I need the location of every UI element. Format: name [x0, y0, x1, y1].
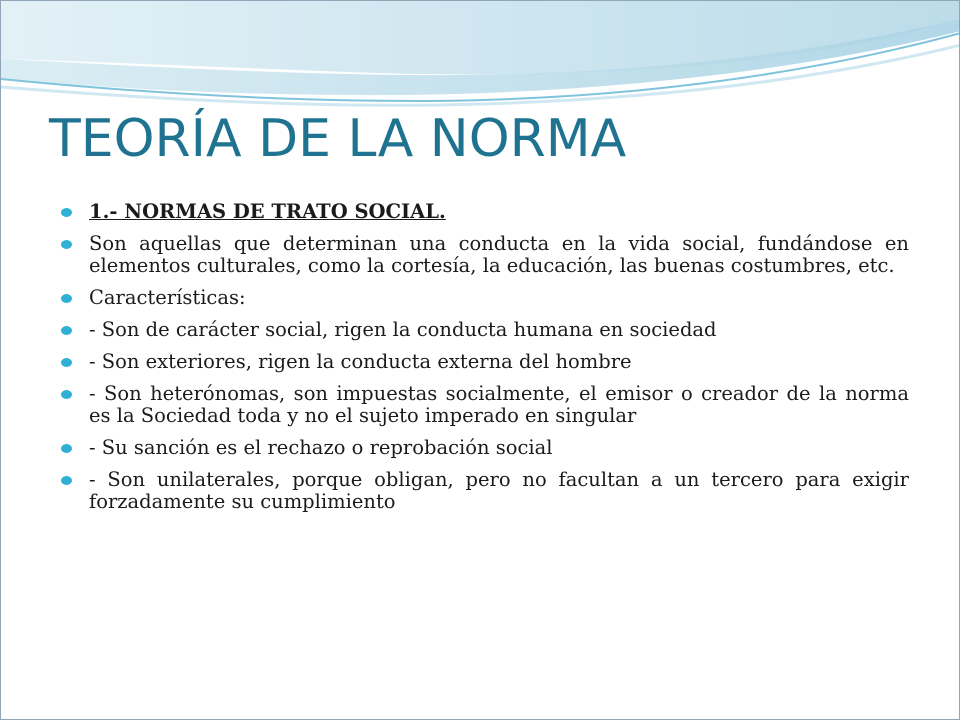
bullet-icon [61, 476, 72, 485]
definition-text: Son aquellas que determinan una conducta en la vida social, fundándose en elementos culturales, como la cortesía, la educación, las buenas costumbres, etc. [89, 232, 909, 277]
list-item [59, 233, 909, 277]
list-item [59, 319, 909, 341]
bullet-icon [61, 358, 72, 367]
list-item [59, 351, 909, 373]
bullet-icon [61, 240, 72, 249]
list-item [59, 437, 909, 459]
list-item [59, 287, 909, 309]
header-wave-decoration [1, 1, 960, 116]
list-item [59, 383, 909, 427]
page-title: TEORÍA DE LA NORMA [49, 109, 627, 169]
characteristic-text: - Son heterónomas, son impuestas socialmente, el emisor o creador de la norma es la Sociedad toda y no el sujeto imperado en singular [89, 382, 909, 427]
characteristic-text: - Son de carácter social, rigen la conducta humana en sociedad [89, 318, 717, 341]
bullet-icon [61, 444, 72, 453]
list-item [59, 469, 909, 513]
bullet-icon [61, 208, 72, 217]
bullet-list [59, 201, 909, 523]
list-item [59, 201, 909, 223]
section-heading: 1.- NORMAS DE TRATO SOCIAL. [89, 200, 446, 223]
characteristic-text: - Su sanción es el rechazo o reprobación social [89, 436, 553, 459]
characteristics-label: Características: [89, 286, 246, 309]
characteristic-text: - Son unilaterales, porque obligan, pero no facultan a un tercero para exigir forzadamente su cumplimiento [89, 468, 909, 513]
bullet-icon [61, 294, 72, 303]
bullet-icon [61, 390, 72, 399]
bullet-icon [61, 326, 72, 335]
characteristic-text: - Son exteriores, rigen la conducta externa del hombre [89, 350, 632, 373]
